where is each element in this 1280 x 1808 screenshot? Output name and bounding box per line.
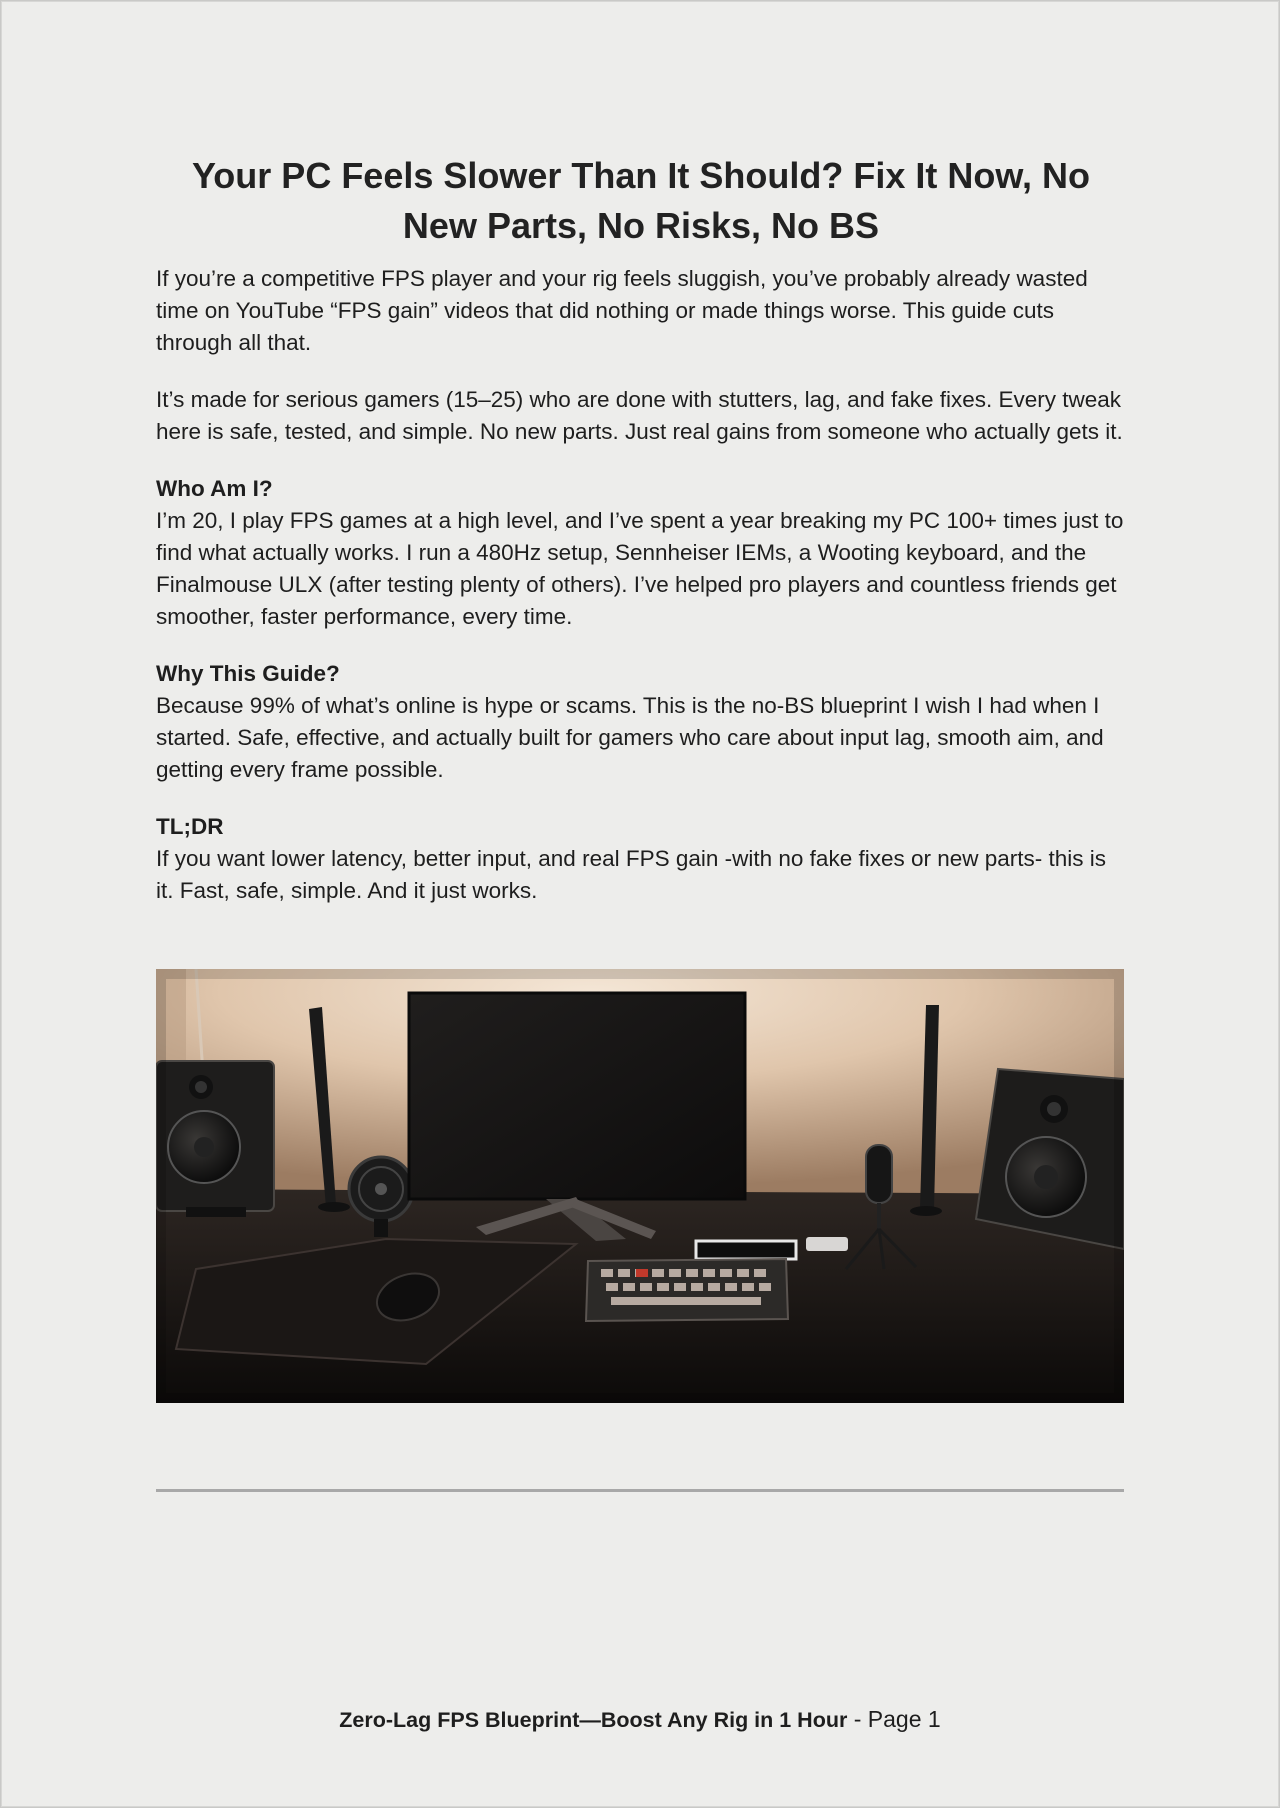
document-page xyxy=(1,1,1279,1807)
left-speaker xyxy=(156,1061,274,1217)
section-heading: TL;DR xyxy=(156,814,224,839)
document-body xyxy=(156,151,1126,932)
setup-photo xyxy=(156,969,1124,1403)
section-heading: Why This Guide? xyxy=(156,661,340,686)
right-speaker xyxy=(976,1069,1124,1249)
keyboard xyxy=(586,1259,788,1321)
intro-paragraph-1: If you’re a competitive FPS player and your rig feels sluggish, you’ve probably already wasted time on YouTube “FPS gain” videos that did nothing or made things worse. This guide cuts through all that. xyxy=(156,266,1088,355)
page-footer xyxy=(1,1703,1279,1736)
horizontal-rule xyxy=(156,1489,1124,1492)
section-why-this-guide xyxy=(156,658,1126,786)
section-body: I’m 20, I play FPS games at a high level, and I’ve spent a year breaking my PC 100+ times just to find what actually works. I run a 480Hz setup, Sennheiser IEMs, a Wooting keyboard, and the Finalmouse ULX (after testing plenty of others). I’ve helped pro players and countless friends get smoother, faster performance, every time. xyxy=(156,508,1124,629)
footer-book-title: Zero-Lag FPS Blueprint—Boost Any Rig in 1 Hour xyxy=(339,1708,848,1732)
footer-page-number: Page 1 xyxy=(867,1706,941,1732)
section-heading: Who Am I? xyxy=(156,476,273,501)
intro-paragraph-2: It’s made for serious gamers (15–25) who are done with stutters, lag, and fake fixes. Every tweak here is safe, tested, and simple. No new parts. Just real gains from someone who actually gets it. xyxy=(156,387,1123,444)
footer-separator: - xyxy=(847,1706,868,1732)
section-who-am-i xyxy=(156,473,1126,633)
section-body: If you want lower latency, better input, and real FPS gain -with no fake fixes or new parts- this is it. Fast, safe, simple. And it just works. xyxy=(156,846,1107,903)
section-body: Because 99% of what’s online is hype or scams. This is the no-BS blueprint I wish I had when I started. Safe, effective, and actually built for gamers who care about input lag, smooth aim, and getting every frame possible. xyxy=(156,693,1104,782)
section-tldr xyxy=(156,811,1126,907)
page-title: Your PC Feels Slower Than It Should? Fix It Now, No New Parts, No Risks, No BS xyxy=(191,155,1091,246)
